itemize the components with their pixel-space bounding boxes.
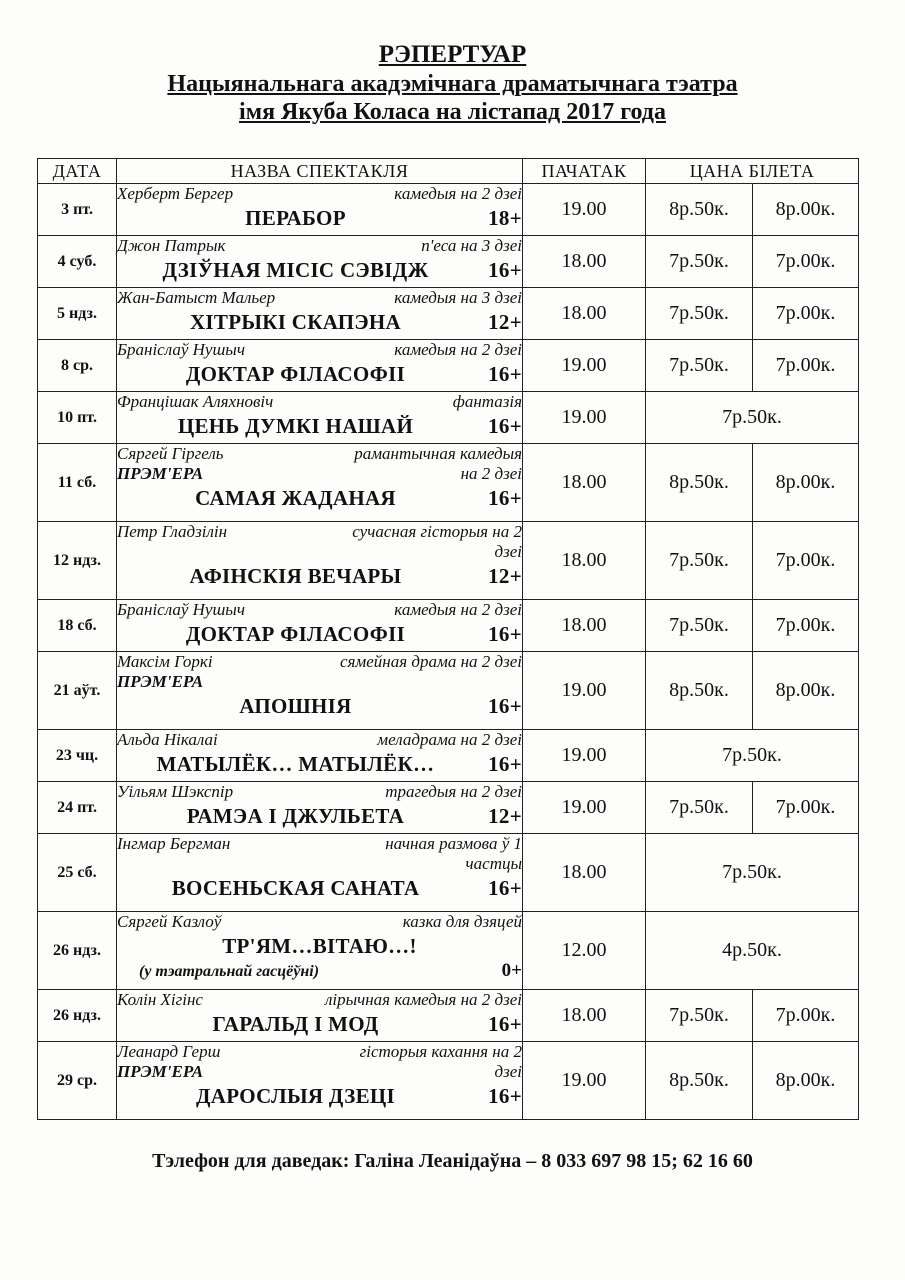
performance-cell: [117, 652, 523, 730]
performance-cell: [117, 392, 523, 444]
performance-title: ПЕРАБОР: [245, 206, 346, 230]
genre: п'еса на 3 дзеі: [421, 236, 522, 255]
start-time: 18.00: [523, 990, 646, 1042]
performance-date: 12 ндз.: [38, 522, 117, 600]
ticket-price-reduced: 7р.00к.: [753, 600, 859, 652]
genre-continued: на 2 дзеі: [460, 464, 522, 483]
genre: рамантычная камедыя: [354, 444, 522, 463]
theatre-name: Нацыянальнага акадэмічнага драматычнага тэатра: [167, 71, 738, 97]
ticket-price-reduced: 7р.00к.: [753, 288, 859, 340]
premiere-badge: ПРЭМ'ЕРА: [117, 672, 204, 691]
performance-cell: [117, 288, 523, 340]
table-row: [38, 652, 859, 730]
age-rating: 16+: [488, 876, 522, 900]
author-genre-line: [117, 288, 522, 308]
author-name: Жан-Батыст Мальер: [117, 288, 276, 307]
genre: меладрама на 2 дзеі: [377, 730, 522, 749]
age-rating: 12+: [488, 310, 522, 334]
author-genre-line: [117, 782, 522, 802]
column-header-price: ЦАНА БІЛЕТА: [646, 159, 859, 184]
genre: камедыя на 2 дзеі: [394, 184, 522, 203]
performance-cell: [117, 522, 523, 600]
ticket-price: 7р.50к.: [646, 834, 859, 912]
performance-cell: [117, 834, 523, 912]
ticket-price-full: 8р.50к.: [646, 184, 753, 236]
author-genre-line: [117, 912, 522, 932]
age-rating: 16+: [488, 1084, 522, 1108]
start-time: 19.00: [523, 730, 646, 782]
performance-date: 26 ндз.: [38, 990, 117, 1042]
start-time: 19.00: [523, 184, 646, 236]
age-rating: 18+: [488, 206, 522, 230]
author-genre-line: [117, 184, 522, 204]
author-genre-line: [117, 1042, 522, 1062]
performance-cell: [117, 730, 523, 782]
ticket-price-full: 7р.50к.: [646, 990, 753, 1042]
author-genre-line: [117, 392, 522, 412]
author-name: Максім Горкі: [117, 652, 213, 671]
performance-date: 18 сб.: [38, 600, 117, 652]
performance-title: ДАРОСЛЫЯ ДЗЕЦІ: [195, 1084, 395, 1108]
table-row: [38, 522, 859, 600]
premiere-line: [117, 672, 522, 692]
author-genre-line: [117, 990, 522, 1010]
repertoire-table: [37, 158, 859, 1120]
genre: казка для дзяцей: [402, 912, 522, 931]
performance-date: 11 сб.: [38, 444, 117, 522]
table-row: [38, 834, 859, 912]
ticket-price-full: 7р.50к.: [646, 288, 753, 340]
ticket-price: 4р.50к.: [646, 912, 859, 990]
ticket-price-reduced: 7р.00к.: [753, 782, 859, 834]
title-line: [117, 750, 522, 778]
author-name: Уільям Шэкспір: [117, 782, 234, 801]
start-time: 18.00: [523, 444, 646, 522]
performance-date: 29 ср.: [38, 1042, 117, 1120]
contact-phone: Тэлефон для даведак: Галіна Леанідаўна – 8 033 697 98 15; 62 16 60: [152, 1150, 753, 1172]
author-genre-line: [117, 340, 522, 360]
genre-continued: дзеі: [494, 542, 522, 561]
ticket-price-reduced: 7р.00к.: [753, 236, 859, 288]
ticket-price-reduced: 7р.00к.: [753, 522, 859, 600]
performance-title: ТР'ЯМ…ВІТАЮ…!: [222, 934, 417, 958]
performance-title: САМАЯ ЖАДАНАЯ: [195, 486, 396, 510]
author-genre-line: [117, 730, 522, 750]
title-line: [117, 308, 522, 336]
start-time: 12.00: [523, 912, 646, 990]
performance-title: ДОКТАР ФІЛАСОФІІ: [185, 362, 406, 386]
genre-continued: дзеі: [494, 1062, 522, 1081]
start-time: 18.00: [523, 236, 646, 288]
author-name: Сяргей Гіргель: [117, 444, 224, 463]
title-line: [117, 484, 522, 512]
table-row: [38, 912, 859, 990]
performance-title: ХІТРЫКІ СКАПЭНА: [189, 310, 402, 334]
title-line: [117, 360, 522, 388]
table-row: [38, 730, 859, 782]
genre: начная размова ў 1: [385, 834, 522, 853]
performance-date: 21 аўт.: [38, 652, 117, 730]
genre: сямейная драма на 2 дзеі: [339, 652, 522, 671]
ticket-price-full: 8р.50к.: [646, 444, 753, 522]
performance-date: 5 ндз.: [38, 288, 117, 340]
genre: камедыя на 3 дзеі: [394, 288, 522, 307]
start-time: 18.00: [523, 522, 646, 600]
author-name: Петр Гладзілін: [117, 522, 228, 541]
premiere-line: [117, 1062, 522, 1082]
age-rating: 16+: [488, 486, 522, 510]
title-line: [117, 874, 522, 902]
performance-title: РАМЭА І ДЖУЛЬЕТА: [186, 804, 405, 828]
author-name: Альда Нікалаі: [117, 730, 218, 749]
performance-title: ЦЕНЬ ДУМКІ НАШАЙ: [177, 414, 414, 438]
table-header-row: [38, 159, 859, 184]
table-row: [38, 392, 859, 444]
performance-date: 10 пт.: [38, 392, 117, 444]
theatre-period: імя Якуба Коласа на лістапад 2017 года: [239, 99, 666, 125]
performance-cell: [117, 782, 523, 834]
ticket-price: 7р.50к.: [646, 730, 859, 782]
start-time: 19.00: [523, 340, 646, 392]
table-row: [38, 782, 859, 834]
age-rating: 16+: [488, 752, 522, 776]
ticket-price-full: 7р.50к.: [646, 782, 753, 834]
performance-date: 3 пт.: [38, 184, 117, 236]
ticket-price-full: 7р.50к.: [646, 236, 753, 288]
venue-note-line: [117, 960, 522, 983]
performance-date: 8 ср.: [38, 340, 117, 392]
performance-cell: [117, 600, 523, 652]
column-header-date: ДАТА: [38, 159, 117, 184]
author-name: Францішак Аляхновіч: [117, 392, 274, 411]
title-line: [117, 412, 522, 440]
author-name: Інгмар Бергман: [117, 834, 231, 853]
age-rating: 12+: [488, 804, 522, 828]
ticket-price-reduced: 8р.00к.: [753, 184, 859, 236]
age-rating: 16+: [488, 694, 522, 718]
table-row: [38, 600, 859, 652]
title-line: [117, 562, 522, 590]
start-time: 19.00: [523, 392, 646, 444]
performance-date: 26 ндз.: [38, 912, 117, 990]
performance-title: ДОКТАР ФІЛАСОФІІ: [185, 622, 406, 646]
performance-date: 24 пт.: [38, 782, 117, 834]
ticket-price-reduced: 8р.00к.: [753, 652, 859, 730]
start-time: 19.00: [523, 652, 646, 730]
table-row: [38, 340, 859, 392]
author-name: Колін Хігінс: [117, 990, 203, 1009]
author-genre-line: [117, 652, 522, 672]
premiere-badge: ПРЭМ'ЕРА: [117, 1062, 204, 1081]
genre: трагедыя на 2 дзеі: [385, 782, 522, 801]
start-time: 18.00: [523, 834, 646, 912]
author-genre-line: [117, 600, 522, 620]
venue-note: (у тэатральнай гасцёўні): [139, 963, 320, 980]
author-genre-line: [117, 834, 522, 854]
premiere-badge: ПРЭМ'ЕРА: [117, 464, 204, 483]
title-line: [117, 1082, 522, 1110]
genre-continued: частцы: [465, 854, 522, 873]
start-time: 19.00: [523, 782, 646, 834]
title-line: [117, 932, 522, 960]
genre: лірычная камедыя на 2 дзеі: [324, 990, 522, 1009]
ticket-price-full: 7р.50к.: [646, 600, 753, 652]
ticket-price: 7р.50к.: [646, 392, 859, 444]
age-rating: 0+: [501, 960, 522, 981]
document-title: РЭПЕРТУАР: [378, 41, 527, 68]
column-header-start: ПАЧАТАК: [523, 159, 646, 184]
table-row: [38, 990, 859, 1042]
table-row: [38, 288, 859, 340]
document-header: [0, 40, 905, 126]
ticket-price-full: 7р.50к.: [646, 340, 753, 392]
table-row: [38, 236, 859, 288]
age-rating: 16+: [488, 622, 522, 646]
ticket-price-reduced: 7р.00к.: [753, 340, 859, 392]
performance-title: ГАРАЛЬД І МОД: [212, 1012, 379, 1036]
ticket-price-full: 8р.50к.: [646, 652, 753, 730]
title-line: [117, 692, 522, 720]
author-name: Леанард Герш: [117, 1042, 221, 1061]
title-line: [117, 620, 522, 648]
age-rating: 16+: [488, 362, 522, 386]
table-row: [38, 1042, 859, 1120]
genre: гісторыя кахання на 2: [359, 1042, 522, 1061]
genre: камедыя на 2 дзеі: [394, 600, 522, 619]
author-name: Браніслаў Нушыч: [117, 600, 245, 619]
performance-cell: [117, 184, 523, 236]
column-header-title: НАЗВА СПЕКТАКЛЯ: [117, 159, 523, 184]
performance-date: 23 чц.: [38, 730, 117, 782]
ticket-price-full: 8р.50к.: [646, 1042, 753, 1120]
genre: сучасная гісторыя на 2: [352, 522, 522, 541]
performance-title: ДЗІЎНАЯ МІСІС СЭВІДЖ: [162, 258, 429, 282]
ticket-price-full: 7р.50к.: [646, 522, 753, 600]
genre: фантазія: [452, 392, 522, 411]
title-line: [117, 204, 522, 232]
performance-date: 25 сб.: [38, 834, 117, 912]
performance-cell: [117, 444, 523, 522]
author-name: Сяргей Казлоў: [117, 912, 222, 931]
ticket-price-reduced: 8р.00к.: [753, 444, 859, 522]
title-line: [117, 256, 522, 284]
title-line: [117, 802, 522, 830]
title-line: [117, 1010, 522, 1038]
performance-cell: [117, 912, 523, 990]
ticket-price-reduced: 7р.00к.: [753, 990, 859, 1042]
genre: камедыя на 2 дзеі: [394, 340, 522, 359]
author-name: Херберт Бергер: [117, 184, 234, 203]
performance-title: АПОШНІЯ: [239, 694, 352, 718]
performance-title: МАТЫЛЁК… МАТЫЛЁК…: [156, 752, 435, 776]
performance-cell: [117, 990, 523, 1042]
start-time: 18.00: [523, 600, 646, 652]
age-rating: 12+: [488, 564, 522, 588]
start-time: 18.00: [523, 288, 646, 340]
author-name: Браніслаў Нушыч: [117, 340, 245, 359]
table-row: [38, 444, 859, 522]
performance-cell: [117, 1042, 523, 1120]
author-genre-line: [117, 522, 522, 542]
age-rating: 16+: [488, 258, 522, 282]
author-name: Джон Патрык: [117, 236, 226, 255]
author-genre-line: [117, 444, 522, 464]
author-genre-line: [117, 236, 522, 256]
start-time: 19.00: [523, 1042, 646, 1120]
performance-cell: [117, 236, 523, 288]
age-rating: 16+: [488, 1012, 522, 1036]
premiere-line: [117, 464, 522, 484]
performance-cell: [117, 340, 523, 392]
performance-date: 4 суб.: [38, 236, 117, 288]
table-row: [38, 184, 859, 236]
age-rating: 16+: [488, 414, 522, 438]
ticket-price-reduced: 8р.00к.: [753, 1042, 859, 1120]
performance-title: АФІНСКІЯ ВЕЧАРЫ: [189, 564, 402, 588]
performance-title: ВОСЕНЬСКАЯ САНАТА: [171, 876, 420, 900]
